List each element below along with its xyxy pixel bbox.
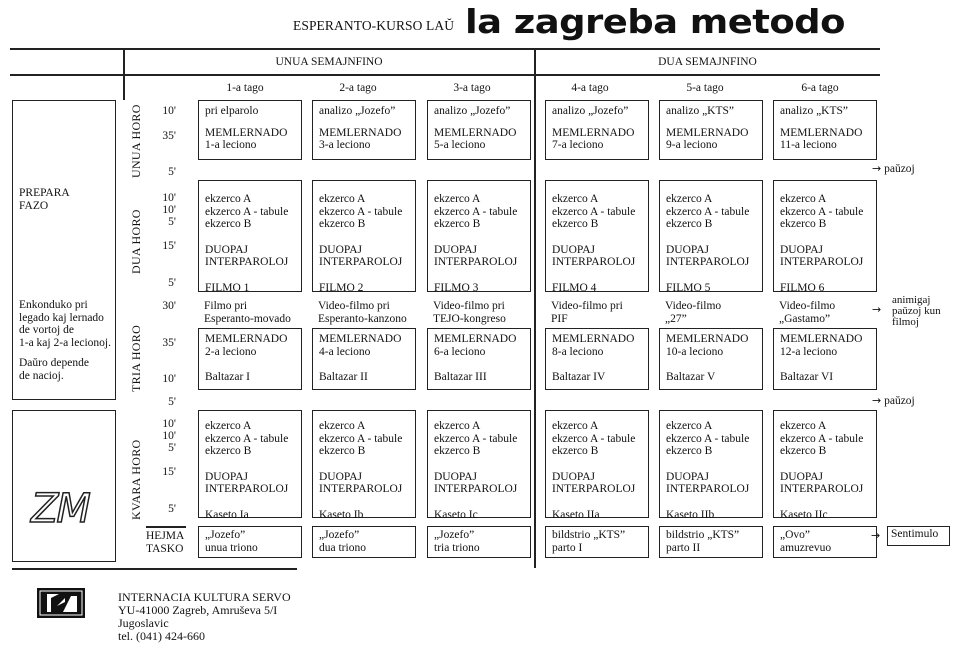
spacer xyxy=(552,118,642,127)
time-label: 5' xyxy=(168,216,176,228)
cell-line: ekzerco A - tabule xyxy=(552,432,636,445)
cell-line: FILMO 1 xyxy=(205,281,250,294)
time-label: 10' xyxy=(162,373,176,385)
hour1-cell xyxy=(312,100,416,160)
cell-line: ekzerco A xyxy=(780,193,827,205)
cell-line: FILMO 2 xyxy=(319,281,364,294)
cell-line: tria triono xyxy=(434,541,480,554)
film-entry xyxy=(665,300,721,325)
time-label: 5' xyxy=(168,396,176,408)
cell-line: Kaseto IIa xyxy=(552,508,600,521)
cell-line: analizo „Jozefo” xyxy=(434,105,511,117)
cell-line: 3-a leciono xyxy=(319,139,371,151)
cell-line: ekzerco A - tabule xyxy=(434,205,518,218)
cell-line: „Jozefo” xyxy=(434,529,475,541)
note-line: legado kaj lernado xyxy=(19,311,104,324)
film-entry xyxy=(204,300,291,325)
film-entry xyxy=(433,300,506,325)
cell-line: ekzerco A xyxy=(205,420,252,432)
cell-line: FILMO 4 xyxy=(552,281,597,294)
spacer xyxy=(319,358,409,371)
homework-label xyxy=(146,530,184,555)
cell-line: 10-a leciono xyxy=(666,345,724,358)
cell-line: INTERPAROLOJ xyxy=(205,256,289,268)
cell-line: DUOPAJ xyxy=(780,243,824,256)
arrow-right-icon: → xyxy=(872,394,882,407)
cell-line: 8-a leciono xyxy=(552,345,604,358)
day-3-label: 3-a tago xyxy=(453,82,491,94)
cell-line: unua triono xyxy=(205,541,258,554)
hour-2-label: DUA HORO xyxy=(129,209,143,274)
cell-line: Kaseto Ib xyxy=(319,508,364,521)
cell-line: ekzerco A xyxy=(666,420,713,432)
cell-line: Baltazar III xyxy=(434,371,487,383)
spacer xyxy=(552,358,642,371)
hour4-cell xyxy=(545,410,649,521)
hour1-cell xyxy=(773,100,877,160)
cell-line: INTERPAROLOJ xyxy=(780,483,864,495)
cell-line: DUOPAJ xyxy=(319,470,363,483)
spacer xyxy=(434,496,524,509)
cell-line: ekzerco B xyxy=(780,218,827,230)
homework-cell xyxy=(198,526,302,558)
cell-line: Kaseto IIc xyxy=(780,508,828,521)
spacer xyxy=(666,269,756,282)
spacer xyxy=(205,358,295,371)
cell-line: FILMO 5 xyxy=(666,281,711,294)
introduction-note xyxy=(19,299,111,382)
cell-line: INTERPAROLOJ xyxy=(319,256,403,268)
hejma-line: HEJMA xyxy=(146,530,185,542)
hour3-cell xyxy=(427,328,531,390)
cell-line: MEMLERNADO xyxy=(666,126,749,139)
cell-line: INTERPAROLOJ xyxy=(666,483,750,495)
cell-line: ekzerco B xyxy=(552,445,599,457)
note-line: animigaj xyxy=(892,294,931,306)
iks-logo-icon xyxy=(37,588,85,618)
preparation-phase-label xyxy=(19,187,70,212)
note-line: Daŭro depende xyxy=(19,357,89,369)
cell-line: DUOPAJ xyxy=(666,470,710,483)
day-1-label: 1-a tago xyxy=(226,82,264,94)
time-label: 10' xyxy=(162,430,176,442)
course-title: la zagreba metodo xyxy=(465,2,845,41)
animigaj-arrow xyxy=(872,304,881,317)
org-address: YU-41000 Zagreb, Amruševa 5/I xyxy=(118,603,278,617)
cell-line: Kaseto Ia xyxy=(205,508,249,521)
homework-cell xyxy=(545,526,649,558)
spacer xyxy=(319,118,409,127)
spacer xyxy=(666,118,756,127)
cell-line: DUOPAJ xyxy=(434,243,478,256)
homework-cell xyxy=(659,526,763,558)
cell-line: DUOPAJ xyxy=(319,243,363,256)
hour2-cell xyxy=(427,180,531,292)
cell-line: Kaseto Ic xyxy=(434,508,478,521)
cell-line: MEMLERNADO xyxy=(434,126,517,139)
cell-line: ekzerco A - tabule xyxy=(205,432,289,445)
sentimulo-text: Sentimulo xyxy=(891,528,939,540)
cell-line: MEMLERNADO xyxy=(205,333,288,345)
spacer xyxy=(205,496,295,509)
hour4-cell xyxy=(427,410,531,521)
pauzoj-note-1 xyxy=(872,163,915,176)
note-line: de nacioj. xyxy=(19,369,64,382)
week-1-label: UNUA SEMAJNFINO xyxy=(275,56,383,68)
cell-line: „Gastamo” xyxy=(779,312,831,325)
cell-line: ekzerco A xyxy=(552,420,599,432)
cell-line: dua triono xyxy=(319,541,366,554)
cell-line: MEMLERNADO xyxy=(780,126,863,139)
arrow-right-icon: → xyxy=(871,529,881,542)
cell-line: 4-a leciono xyxy=(319,345,371,358)
cell-line: FILMO 6 xyxy=(780,281,825,294)
cell-line: analizo „KTS” xyxy=(780,105,849,117)
cell-line: 6-a leciono xyxy=(434,345,486,358)
cell-line: analizo „Jozefo” xyxy=(552,105,629,117)
arrow-right-icon: → xyxy=(872,303,882,316)
sentimulo-arrow xyxy=(871,530,880,543)
note-line: de vortoj de xyxy=(19,324,74,336)
spacer xyxy=(780,231,870,244)
pauzoj-note-2 xyxy=(872,395,915,408)
cell-line: DUOPAJ xyxy=(666,243,710,256)
org-phone: tel. (041) 424-660 xyxy=(118,629,205,643)
cell-line: ekzerco A xyxy=(205,193,252,205)
hour2-cell xyxy=(659,180,763,292)
cell-line: 11-a leciono xyxy=(780,139,837,151)
cell-line: FILMO 3 xyxy=(434,281,479,294)
week-header-rule xyxy=(10,74,880,76)
cell-line: DUOPAJ xyxy=(780,470,824,483)
hour1-cell xyxy=(659,100,763,160)
cell-line: DUOPAJ xyxy=(552,470,596,483)
time-label: 5' xyxy=(168,277,176,289)
cell-line: ekzerco B xyxy=(319,445,366,457)
cell-line: MEMLERNADO xyxy=(552,126,635,139)
day-6-label: 6-a tago xyxy=(801,82,839,94)
cell-line: ekzerco A - tabule xyxy=(666,432,750,445)
hour-4-label: KVARA HORO xyxy=(129,439,143,520)
spacer xyxy=(666,496,756,509)
cell-line: 12-a leciono xyxy=(780,345,838,358)
cell-line: Video-filmo xyxy=(779,300,836,312)
cell-line: Baltazar V xyxy=(666,371,716,383)
spacer xyxy=(552,458,642,471)
cell-line: ekzerco A xyxy=(666,193,713,205)
hour1-cell xyxy=(427,100,531,160)
spacer xyxy=(780,269,870,282)
pauzoj-text: paŭzoj xyxy=(884,395,915,407)
cell-line: Filmo pri xyxy=(204,300,248,312)
spacer xyxy=(552,496,642,509)
time-label: 5' xyxy=(168,166,176,178)
spacer xyxy=(434,458,524,471)
cell-line: ekzerco B xyxy=(319,218,366,230)
cell-line: MEMLERNADO xyxy=(319,333,402,345)
cell-line: ekzerco A - tabule xyxy=(205,205,289,218)
time-label: 15' xyxy=(162,240,176,252)
film-entry xyxy=(779,300,835,325)
zm-logo: ZM xyxy=(31,486,89,532)
cell-line: ekzerco A - tabule xyxy=(319,432,403,445)
cell-line: Video-filmo pri xyxy=(318,300,390,312)
week-divider xyxy=(534,48,536,568)
cell-line: Video-filmo pri xyxy=(551,300,623,312)
cell-line: bildstrio „KTS” xyxy=(552,529,626,541)
tasko-line: TASKO xyxy=(146,542,184,555)
sentimulo-box xyxy=(887,526,950,546)
iks-logo xyxy=(37,588,85,618)
cell-line: Esperanto-kanzono xyxy=(318,312,407,325)
spacer xyxy=(319,231,409,244)
cell-line: ekzerco A xyxy=(319,420,366,432)
spacer xyxy=(666,358,756,371)
cell-line: Esperanto-movado xyxy=(204,312,291,325)
cell-line: Video-filmo pri xyxy=(433,300,505,312)
spacer xyxy=(552,231,642,244)
cell-line: ekzerco A xyxy=(434,420,481,432)
org-name: INTERNACIA KULTURA SERVO xyxy=(118,590,291,604)
cell-line: INTERPAROLOJ xyxy=(434,483,518,495)
spacer xyxy=(552,269,642,282)
cell-line: ekzerco A xyxy=(319,193,366,205)
film-entry xyxy=(551,300,623,325)
cell-line: MEMLERNADO xyxy=(552,333,635,345)
spacer xyxy=(780,118,870,127)
table-top-rule xyxy=(10,48,880,50)
time-label: 10' xyxy=(162,105,176,117)
cell-line: „Jozefo” xyxy=(205,529,246,541)
cell-line: DUOPAJ xyxy=(434,470,478,483)
spacer xyxy=(205,118,295,127)
hour2-cell xyxy=(545,180,649,292)
cell-line: Video-filmo xyxy=(665,300,722,312)
cell-line: MEMLERNADO xyxy=(319,126,402,139)
hour4-cell xyxy=(198,410,302,521)
time-label: 30' xyxy=(162,300,176,312)
hour3-cell xyxy=(198,328,302,390)
homework-rule xyxy=(146,526,186,528)
cell-line: ekzerco A xyxy=(552,193,599,205)
cell-line: ekzerco A - tabule xyxy=(780,205,864,218)
time-label: 35' xyxy=(162,337,176,349)
cell-line: INTERPAROLOJ xyxy=(434,256,518,268)
cell-line: ekzerco A - tabule xyxy=(666,205,750,218)
cell-line: ekzerco B xyxy=(205,445,252,457)
arrow-right-icon: → xyxy=(872,162,882,175)
hour1-cell xyxy=(198,100,302,160)
spacer xyxy=(205,269,295,282)
hour-3-label: TRIA HORO xyxy=(129,324,143,392)
day-5-label: 5-a tago xyxy=(686,82,724,94)
time-label: 10' xyxy=(162,418,176,430)
cell-line: Baltazar VI xyxy=(780,371,834,383)
cell-line: DUOPAJ xyxy=(205,470,249,483)
cell-line: DUOPAJ xyxy=(205,243,249,256)
cell-line: ekzerco B xyxy=(552,218,599,230)
homework-cell xyxy=(312,526,416,558)
cell-line: pri elparolo xyxy=(205,105,259,117)
spacer xyxy=(780,496,870,509)
hour3-cell xyxy=(312,328,416,390)
cell-line: INTERPAROLOJ xyxy=(666,256,750,268)
cell-line: „27” xyxy=(665,312,687,325)
hour3-cell xyxy=(773,328,877,390)
cell-line: ekzerco A xyxy=(434,193,481,205)
spacer xyxy=(780,458,870,471)
time-label: 5' xyxy=(168,503,176,515)
note-line: 1-a kaj 2-a lecionoj. xyxy=(19,336,111,349)
cell-line: parto II xyxy=(666,541,701,554)
cell-line: Kaseto IIb xyxy=(666,508,715,521)
week-2-label: DUA SEMAJNFINO xyxy=(658,56,757,68)
cell-line: PIF xyxy=(551,312,568,325)
cell-line: INTERPAROLOJ xyxy=(319,483,403,495)
cell-line: ekzerco B xyxy=(666,218,713,230)
note-line: Enkonduko pri xyxy=(19,299,88,311)
hour2-cell xyxy=(312,180,416,292)
spacer xyxy=(434,231,524,244)
spacer xyxy=(205,231,295,244)
hour3-cell xyxy=(659,328,763,390)
time-label: 35' xyxy=(162,130,176,142)
hour4-cell xyxy=(312,410,416,521)
spacer xyxy=(666,231,756,244)
cell-line: ekzerco A xyxy=(780,420,827,432)
cell-line: ekzerco B xyxy=(434,218,481,230)
course-subtitle: ESPERANTO-KURSO LAŬ xyxy=(293,18,455,33)
cell-line: ekzerco B xyxy=(205,218,252,230)
cell-line: MEMLERNADO xyxy=(434,333,517,345)
time-label: 15' xyxy=(162,466,176,478)
cell-line: INTERPAROLOJ xyxy=(780,256,864,268)
day-2-label: 2-a tago xyxy=(339,82,377,94)
cell-line: parto I xyxy=(552,541,583,554)
cell-line: analizo „KTS” xyxy=(666,105,735,117)
cell-line: MEMLERNADO xyxy=(205,126,288,139)
cell-line: amuzrevuo xyxy=(780,541,832,554)
cell-line: INTERPAROLOJ xyxy=(205,483,289,495)
cell-line: ekzerco B xyxy=(434,445,481,457)
cell-line: ekzerco A - tabule xyxy=(780,432,864,445)
spacer xyxy=(319,269,409,282)
hour4-cell xyxy=(773,410,877,521)
spacer xyxy=(666,458,756,471)
animigaj-note xyxy=(892,295,941,328)
hour2-cell xyxy=(198,180,302,292)
cell-line: Baltazar I xyxy=(205,371,251,383)
cell-line: 2-a leciono xyxy=(205,345,257,358)
time-label: 10' xyxy=(162,192,176,204)
spacer xyxy=(319,458,409,471)
cell-line: MEMLERNADO xyxy=(666,333,749,345)
footer-rule xyxy=(12,568,297,570)
cell-line: 9-a leciono xyxy=(666,139,718,151)
spacer xyxy=(319,496,409,509)
cell-line: TEJO-kongreso xyxy=(433,312,506,325)
spacer xyxy=(434,269,524,282)
film-entry xyxy=(318,300,407,325)
prepara-line: PREPARA xyxy=(19,187,70,199)
cell-line: INTERPAROLOJ xyxy=(552,483,636,495)
cell-line: DUOPAJ xyxy=(552,243,596,256)
hour2-cell xyxy=(773,180,877,292)
cell-line: ekzerco A - tabule xyxy=(552,205,636,218)
cell-line: „Jozefo” xyxy=(319,529,360,541)
cell-line: ekzerco A - tabule xyxy=(434,432,518,445)
hour4-cell xyxy=(659,410,763,521)
spacer xyxy=(780,358,870,371)
cell-line: „Ovo” xyxy=(780,529,811,541)
footer-contact xyxy=(118,591,291,643)
cell-line: analizo „Jozefo” xyxy=(319,105,396,117)
cell-line: MEMLERNADO xyxy=(780,333,863,345)
cell-line: ekzerco B xyxy=(666,445,713,457)
pauzoj-text: paŭzoj xyxy=(884,163,915,175)
cell-line: Baltazar IV xyxy=(552,371,606,383)
spacer xyxy=(434,118,524,127)
homework-cell xyxy=(427,526,531,558)
cell-line: ekzerco B xyxy=(780,445,827,457)
hour1-cell xyxy=(545,100,649,160)
time-label: 10' xyxy=(162,204,176,216)
note-line: paŭzoj kun xyxy=(892,305,941,317)
homework-cell xyxy=(773,526,877,558)
logo-box xyxy=(12,410,116,562)
day-4-label: 4-a tago xyxy=(571,82,609,94)
cell-line: 1-a leciono xyxy=(205,139,257,151)
cell-line: ekzerco A - tabule xyxy=(319,205,403,218)
cell-line: 5-a leciono xyxy=(434,139,486,151)
fazo-line: FAZO xyxy=(19,199,49,212)
hour3-cell xyxy=(545,328,649,390)
time-label: 5' xyxy=(168,442,176,454)
spacer xyxy=(434,358,524,371)
note-line: filmoj xyxy=(892,316,919,328)
cell-line: 7-a leciono xyxy=(552,139,604,151)
cell-line: INTERPAROLOJ xyxy=(552,256,636,268)
spacer xyxy=(205,458,295,471)
org-country: Jugoslavic xyxy=(118,616,169,630)
cell-line: bildstrio „KTS” xyxy=(666,529,740,541)
hour-1-label: UNUA HORO xyxy=(129,104,143,178)
preparation-phase-box xyxy=(12,100,116,400)
cell-line: Baltazar II xyxy=(319,371,368,383)
